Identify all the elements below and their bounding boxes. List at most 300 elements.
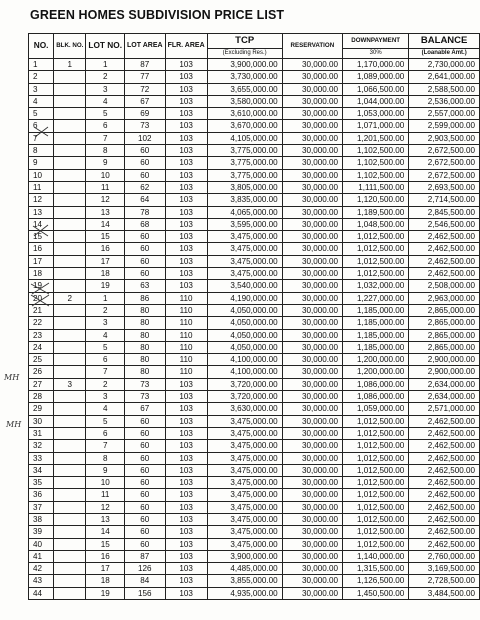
cell-lot-area: 80 [125, 354, 166, 366]
cell-flr-area: 103 [165, 563, 207, 575]
cell-blk-no [54, 268, 86, 280]
cell-balance: 2,462,500.00 [409, 231, 480, 243]
cell-downpayment: 1,185,000.00 [343, 341, 409, 353]
cell-reservation: 30,000.00 [282, 218, 342, 230]
cell-balance: 2,963,000.00 [409, 292, 480, 304]
cell-reservation: 30,000.00 [282, 366, 342, 378]
cell-flr-area: 110 [165, 341, 207, 353]
cell-blk-no [54, 354, 86, 366]
cell-tcp: 4,050,000.00 [207, 304, 282, 316]
cell-lot-no: 3 [86, 83, 125, 95]
cell-downpayment: 1,086,000.00 [343, 391, 409, 403]
cell-lot-no: 14 [86, 526, 125, 538]
cell-downpayment: 1,102,500.00 [343, 157, 409, 169]
cell-no: 26 [29, 366, 54, 378]
cell-downpayment: 1,089,000.00 [343, 71, 409, 83]
cell-lot-no: 9 [86, 157, 125, 169]
cell-lot-area: 86 [125, 292, 166, 304]
cell-blk-no [54, 157, 86, 169]
cell-tcp: 3,475,000.00 [207, 513, 282, 525]
cell-tcp: 3,475,000.00 [207, 231, 282, 243]
handwritten-note: MH [6, 420, 22, 429]
cell-lot-no: 18 [86, 268, 125, 280]
cell-lot-no: 7 [86, 440, 125, 452]
cell-tcp: 3,630,000.00 [207, 403, 282, 415]
cell-lot-area: 60 [125, 477, 166, 489]
table-row [29, 268, 480, 280]
table-row [29, 206, 480, 218]
cell-blk-no [54, 452, 86, 464]
cell-lot-area: 77 [125, 71, 166, 83]
cell-reservation: 30,000.00 [282, 181, 342, 193]
cell-lot-no: 10 [86, 477, 125, 489]
cell-downpayment: 1,012,500.00 [343, 231, 409, 243]
cell-lot-area: 80 [125, 304, 166, 316]
header-lot-no: LOT NO. [86, 34, 125, 59]
cell-downpayment: 1,012,500.00 [343, 452, 409, 464]
table-row [29, 403, 480, 415]
cell-reservation: 30,000.00 [282, 194, 342, 206]
cell-downpayment: 1,012,500.00 [343, 501, 409, 513]
cell-downpayment: 1,012,500.00 [343, 440, 409, 452]
cell-lot-no: 3 [86, 391, 125, 403]
cell-downpayment: 1,066,500.00 [343, 83, 409, 95]
cell-lot-area: 80 [125, 341, 166, 353]
cell-lot-area: 60 [125, 145, 166, 157]
price-list-table-wrapper [28, 33, 480, 600]
table-row [29, 575, 480, 587]
cell-reservation: 30,000.00 [282, 280, 342, 292]
cell-downpayment: 1,111,500.00 [343, 181, 409, 193]
cell-no: 22 [29, 317, 54, 329]
strike-mark-icon [29, 293, 53, 309]
cell-blk-no [54, 108, 86, 120]
cell-tcp: 4,050,000.00 [207, 341, 282, 353]
cell-flr-area: 103 [165, 83, 207, 95]
cell-flr-area: 103 [165, 243, 207, 255]
cell-downpayment: 1,012,500.00 [343, 255, 409, 267]
cell-flr-area: 103 [165, 108, 207, 120]
cell-downpayment: 1,201,500.00 [343, 132, 409, 144]
cell-lot-no: 1 [86, 59, 125, 71]
cell-tcp: 3,475,000.00 [207, 268, 282, 280]
cell-lot-no: 6 [86, 427, 125, 439]
table-row [29, 292, 480, 304]
table-row [29, 132, 480, 144]
cell-lot-no: 11 [86, 489, 125, 501]
cell-lot-no: 15 [86, 538, 125, 550]
table-row [29, 391, 480, 403]
table-row [29, 317, 480, 329]
table-row [29, 366, 480, 378]
cell-reservation: 30,000.00 [282, 329, 342, 341]
cell-lot-no: 4 [86, 329, 125, 341]
cell-downpayment: 1,012,500.00 [343, 243, 409, 255]
cell-flr-area: 103 [165, 403, 207, 415]
cell-no: 14 [29, 218, 54, 230]
cell-reservation: 30,000.00 [282, 83, 342, 95]
cell-blk-no [54, 181, 86, 193]
cell-lot-no: 7 [86, 132, 125, 144]
cell-lot-no: 13 [86, 206, 125, 218]
cell-lot-no: 10 [86, 169, 125, 181]
table-row [29, 231, 480, 243]
header-tcp-sub: (Excluding Res.) [207, 49, 282, 59]
cell-lot-area: 67 [125, 403, 166, 415]
cell-balance: 2,462,500.00 [409, 415, 480, 427]
cell-blk-no [54, 415, 86, 427]
cell-balance: 2,462,500.00 [409, 440, 480, 452]
cell-lot-area: 80 [125, 366, 166, 378]
cell-balance: 2,462,500.00 [409, 255, 480, 267]
cell-reservation: 30,000.00 [282, 378, 342, 390]
cell-reservation: 30,000.00 [282, 587, 342, 599]
cell-balance: 2,760,000.00 [409, 550, 480, 562]
cell-tcp: 3,475,000.00 [207, 464, 282, 476]
cell-blk-no [54, 255, 86, 267]
table-row [29, 354, 480, 366]
cell-reservation: 30,000.00 [282, 452, 342, 464]
cell-no: 32 [29, 440, 54, 452]
cell-blk-no [54, 95, 86, 107]
cell-lot-no: 6 [86, 354, 125, 366]
cell-no: 24 [29, 341, 54, 353]
cell-no: 33 [29, 452, 54, 464]
cell-lot-area: 62 [125, 181, 166, 193]
cell-flr-area: 103 [165, 268, 207, 280]
cell-lot-area: 60 [125, 452, 166, 464]
cell-flr-area: 103 [165, 218, 207, 230]
cell-lot-no: 1 [86, 292, 125, 304]
cell-lot-area: 63 [125, 280, 166, 292]
cell-no: 13 [29, 206, 54, 218]
strike-mark-icon [30, 124, 52, 154]
cell-tcp: 3,805,000.00 [207, 181, 282, 193]
cell-no: 21 [29, 304, 54, 316]
cell-lot-no: 9 [86, 464, 125, 476]
cell-flr-area: 103 [165, 59, 207, 71]
cell-flr-area: 110 [165, 366, 207, 378]
cell-blk-no: 3 [54, 378, 86, 390]
cell-blk-no [54, 304, 86, 316]
table-row [29, 218, 480, 230]
cell-blk-no [54, 427, 86, 439]
cell-lot-no: 7 [86, 366, 125, 378]
cell-tcp: 4,105,000.00 [207, 132, 282, 144]
cell-lot-area: 60 [125, 489, 166, 501]
cell-lot-area: 60 [125, 538, 166, 550]
cell-balance: 2,462,500.00 [409, 427, 480, 439]
cell-lot-area: 102 [125, 132, 166, 144]
cell-lot-area: 87 [125, 59, 166, 71]
cell-downpayment: 1,012,500.00 [343, 513, 409, 525]
cell-lot-no: 19 [86, 280, 125, 292]
cell-flr-area: 103 [165, 575, 207, 587]
cell-blk-no [54, 550, 86, 562]
price-list-table [28, 33, 480, 600]
cell-lot-area: 64 [125, 194, 166, 206]
cell-balance: 2,462,500.00 [409, 513, 480, 525]
cell-flr-area: 103 [165, 550, 207, 562]
cell-reservation: 30,000.00 [282, 563, 342, 575]
cell-blk-no [54, 132, 86, 144]
cell-reservation: 30,000.00 [282, 206, 342, 218]
cell-lot-area: 73 [125, 378, 166, 390]
handwritten-note: MH [4, 373, 20, 382]
cell-flr-area: 103 [165, 587, 207, 599]
cell-balance: 2,546,500.00 [409, 218, 480, 230]
cell-lot-area: 87 [125, 550, 166, 562]
cell-downpayment: 1,053,000.00 [343, 108, 409, 120]
cell-blk-no [54, 366, 86, 378]
cell-no: 20 [29, 292, 54, 304]
cell-blk-no [54, 218, 86, 230]
cell-tcp: 3,475,000.00 [207, 526, 282, 538]
cell-tcp: 3,775,000.00 [207, 169, 282, 181]
cell-no: 11 [29, 181, 54, 193]
cell-no: 27 [29, 378, 54, 390]
cell-blk-no [54, 464, 86, 476]
cell-no: 25 [29, 354, 54, 366]
cell-downpayment: 1,200,000.00 [343, 366, 409, 378]
cell-downpayment: 1,140,000.00 [343, 550, 409, 562]
cell-flr-area: 103 [165, 440, 207, 452]
cell-lot-no: 5 [86, 108, 125, 120]
cell-reservation: 30,000.00 [282, 341, 342, 353]
cell-tcp: 3,730,000.00 [207, 71, 282, 83]
table-row [29, 440, 480, 452]
cell-no: 7 [29, 132, 54, 144]
table-row [29, 489, 480, 501]
table-row [29, 169, 480, 181]
table-header [29, 34, 480, 59]
cell-reservation: 30,000.00 [282, 427, 342, 439]
cell-no: 12 [29, 194, 54, 206]
table-row [29, 587, 480, 599]
cell-tcp: 4,050,000.00 [207, 329, 282, 341]
cell-lot-area: 60 [125, 513, 166, 525]
cell-reservation: 30,000.00 [282, 538, 342, 550]
cell-blk-no [54, 71, 86, 83]
cell-flr-area: 103 [165, 501, 207, 513]
cell-tcp: 3,775,000.00 [207, 157, 282, 169]
cell-tcp: 3,540,000.00 [207, 280, 282, 292]
cell-downpayment: 1,012,500.00 [343, 526, 409, 538]
table-row [29, 538, 480, 550]
cell-reservation: 30,000.00 [282, 145, 342, 157]
cell-no: 23 [29, 329, 54, 341]
cell-blk-no [54, 317, 86, 329]
cell-lot-area: 73 [125, 120, 166, 132]
cell-no: 38 [29, 513, 54, 525]
cell-flr-area: 103 [165, 513, 207, 525]
cell-blk-no [54, 231, 86, 243]
cell-tcp: 3,475,000.00 [207, 255, 282, 267]
cell-blk-no [54, 403, 86, 415]
cell-no: 29 [29, 403, 54, 415]
cell-reservation: 30,000.00 [282, 268, 342, 280]
cell-lot-no: 2 [86, 71, 125, 83]
header-balance-sub: (Loanable Amt.) [409, 49, 480, 59]
cell-tcp: 4,100,000.00 [207, 366, 282, 378]
cell-tcp: 3,900,000.00 [207, 550, 282, 562]
cell-no: 4 [29, 95, 54, 107]
cell-no: 1 [29, 59, 54, 71]
cell-no: 19 [29, 280, 54, 292]
cell-blk-no [54, 341, 86, 353]
cell-downpayment: 1,315,500.00 [343, 563, 409, 575]
cell-lot-no: 2 [86, 304, 125, 316]
table-row [29, 526, 480, 538]
cell-tcp: 3,655,000.00 [207, 83, 282, 95]
cell-lot-no: 15 [86, 231, 125, 243]
cell-tcp: 3,475,000.00 [207, 427, 282, 439]
cell-balance: 2,845,500.00 [409, 206, 480, 218]
cell-balance: 2,865,000.00 [409, 317, 480, 329]
cell-balance: 2,462,500.00 [409, 464, 480, 476]
cell-no: 30 [29, 415, 54, 427]
cell-lot-no: 14 [86, 218, 125, 230]
cell-blk-no [54, 194, 86, 206]
header-downpayment-sub: 30% [343, 49, 409, 59]
cell-lot-area: 60 [125, 501, 166, 513]
table-row [29, 513, 480, 525]
cell-tcp: 3,475,000.00 [207, 489, 282, 501]
table-row [29, 427, 480, 439]
cell-balance: 2,865,000.00 [409, 304, 480, 316]
cell-no: 2 [29, 71, 54, 83]
cell-reservation: 30,000.00 [282, 477, 342, 489]
cell-blk-no [54, 513, 86, 525]
table-body [29, 59, 480, 600]
table-row [29, 280, 480, 292]
table-row [29, 108, 480, 120]
cell-tcp: 4,190,000.00 [207, 292, 282, 304]
table-row [29, 550, 480, 562]
cell-reservation: 30,000.00 [282, 231, 342, 243]
cell-reservation: 30,000.00 [282, 157, 342, 169]
cell-reservation: 30,000.00 [282, 132, 342, 144]
header-balance: BALANCE [409, 34, 480, 49]
cell-lot-area: 69 [125, 108, 166, 120]
cell-lot-no: 17 [86, 563, 125, 575]
cell-tcp: 3,855,000.00 [207, 575, 282, 587]
cell-lot-no: 18 [86, 575, 125, 587]
header-downpayment: DOWNPAYMENT [343, 34, 409, 49]
cell-blk-no [54, 329, 86, 341]
cell-reservation: 30,000.00 [282, 403, 342, 415]
cell-tcp: 3,475,000.00 [207, 243, 282, 255]
cell-tcp: 4,065,000.00 [207, 206, 282, 218]
cell-downpayment: 1,185,000.00 [343, 304, 409, 316]
cell-downpayment: 1,032,000.00 [343, 280, 409, 292]
cell-blk-no [54, 477, 86, 489]
table-row [29, 415, 480, 427]
cell-flr-area: 103 [165, 538, 207, 550]
cell-flr-area: 103 [165, 71, 207, 83]
cell-downpayment: 1,059,000.00 [343, 403, 409, 415]
cell-no: 40 [29, 538, 54, 550]
cell-reservation: 30,000.00 [282, 440, 342, 452]
table-row [29, 464, 480, 476]
cell-no: 42 [29, 563, 54, 575]
cell-downpayment: 1,185,000.00 [343, 317, 409, 329]
table-row [29, 145, 480, 157]
cell-lot-area: 78 [125, 206, 166, 218]
cell-lot-no: 4 [86, 403, 125, 415]
cell-downpayment: 1,048,500.00 [343, 218, 409, 230]
cell-downpayment: 1,012,500.00 [343, 538, 409, 550]
table-row [29, 120, 480, 132]
cell-lot-area: 60 [125, 415, 166, 427]
cell-balance: 2,672,500.00 [409, 169, 480, 181]
cell-lot-area: 60 [125, 526, 166, 538]
cell-tcp: 3,835,000.00 [207, 194, 282, 206]
cell-balance: 2,462,500.00 [409, 501, 480, 513]
cell-lot-no: 5 [86, 415, 125, 427]
cell-no: 31 [29, 427, 54, 439]
cell-flr-area: 103 [165, 181, 207, 193]
cell-tcp: 4,935,000.00 [207, 587, 282, 599]
cell-lot-area: 60 [125, 464, 166, 476]
cell-blk-no [54, 280, 86, 292]
cell-tcp: 3,475,000.00 [207, 501, 282, 513]
cell-lot-no: 8 [86, 145, 125, 157]
cell-no: 6 [29, 120, 54, 132]
cell-balance: 2,903,500.00 [409, 132, 480, 144]
table-row [29, 563, 480, 575]
cell-lot-no: 19 [86, 587, 125, 599]
cell-downpayment: 1,012,500.00 [343, 489, 409, 501]
cell-lot-area: 73 [125, 391, 166, 403]
table-row [29, 341, 480, 353]
cell-tcp: 3,610,000.00 [207, 108, 282, 120]
header-reservation: RESERVATION [282, 34, 342, 59]
cell-blk-no [54, 145, 86, 157]
cell-blk-no [54, 83, 86, 95]
cell-lot-no: 12 [86, 194, 125, 206]
cell-downpayment: 1,185,000.00 [343, 329, 409, 341]
table-row [29, 59, 480, 71]
cell-blk-no [54, 120, 86, 132]
table-row [29, 83, 480, 95]
cell-balance: 2,672,500.00 [409, 145, 480, 157]
header-no: NO. [29, 34, 54, 59]
cell-balance: 2,672,500.00 [409, 157, 480, 169]
cell-downpayment: 1,200,000.00 [343, 354, 409, 366]
cell-no: 39 [29, 526, 54, 538]
cell-balance: 2,462,500.00 [409, 243, 480, 255]
cell-reservation: 30,000.00 [282, 59, 342, 71]
cell-balance: 2,865,000.00 [409, 341, 480, 353]
cell-tcp: 3,775,000.00 [207, 145, 282, 157]
cell-balance: 2,693,500.00 [409, 181, 480, 193]
cell-reservation: 30,000.00 [282, 464, 342, 476]
cell-lot-no: 16 [86, 243, 125, 255]
cell-downpayment: 1,044,000.00 [343, 95, 409, 107]
cell-balance: 2,730,000.00 [409, 59, 480, 71]
cell-reservation: 30,000.00 [282, 415, 342, 427]
cell-reservation: 30,000.00 [282, 292, 342, 304]
cell-flr-area: 103 [165, 489, 207, 501]
cell-no: 8 [29, 145, 54, 157]
cell-lot-no: 8 [86, 452, 125, 464]
cell-no: 43 [29, 575, 54, 587]
cell-lot-area: 126 [125, 563, 166, 575]
cell-reservation: 30,000.00 [282, 513, 342, 525]
cell-tcp: 3,720,000.00 [207, 378, 282, 390]
cell-reservation: 30,000.00 [282, 169, 342, 181]
